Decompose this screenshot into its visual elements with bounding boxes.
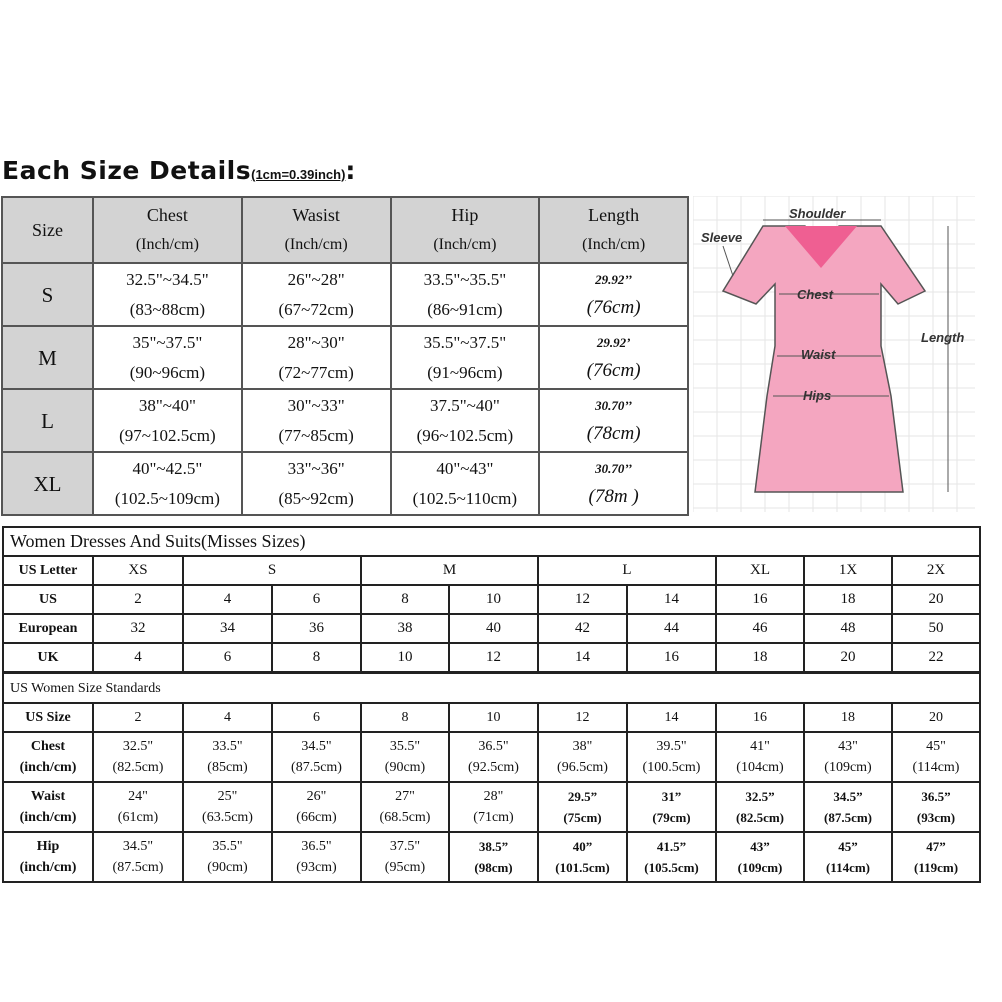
- chest-inch: 40"~42.5": [132, 458, 203, 478]
- cm-value: (114cm): [912, 760, 960, 775]
- length-cell: [539, 263, 688, 326]
- row-label: [3, 832, 93, 882]
- measure-cell: [361, 782, 449, 832]
- waist-inch: 33"~36": [287, 458, 345, 478]
- cm-value: (119cm): [913, 860, 959, 875]
- cm-value: (87.5cm): [823, 810, 872, 825]
- cm-value: (82.5cm): [112, 760, 164, 775]
- length-inch: 29.92’: [596, 334, 631, 350]
- measure-cell: [627, 732, 716, 782]
- inch-value: 25": [217, 789, 238, 804]
- header-length: [539, 197, 688, 263]
- header-waist-label: Wasist: [292, 205, 340, 225]
- waist-cm: (85~92cm): [278, 488, 354, 508]
- cm-value: (66cm): [296, 810, 337, 825]
- chest-row: [3, 732, 980, 782]
- dress-measurement-illustration: [693, 196, 975, 512]
- measure-cell: [892, 832, 980, 882]
- inch-value: 43”: [750, 839, 770, 854]
- title-colon: :: [345, 156, 356, 185]
- row-label: UK: [3, 643, 93, 672]
- us-size-row: [3, 703, 980, 732]
- inch-value: 31”: [661, 789, 682, 804]
- size-cell: 4: [183, 703, 272, 732]
- length-cell: [539, 326, 688, 389]
- size-cell: 8: [361, 703, 449, 732]
- measure-cell: [716, 732, 804, 782]
- letter-cell: 2X: [892, 556, 980, 585]
- label-waist: Waist: [801, 347, 836, 362]
- waist-inch: 30"~33": [287, 395, 345, 415]
- measure-cell: [272, 732, 361, 782]
- inch-value: 39.5": [656, 739, 687, 754]
- cm-value: (82.5cm): [735, 810, 784, 825]
- row-label-unit: (inch/cm): [19, 810, 77, 825]
- page-title: [2, 156, 355, 192]
- measure-cell: [183, 732, 272, 782]
- measure-cell: [892, 732, 980, 782]
- misses-sizes-table: [2, 526, 981, 673]
- inch-value: 36.5”: [921, 789, 951, 804]
- value-cell: 8: [272, 643, 361, 672]
- inch-value: 38.5”: [478, 839, 509, 854]
- inch-value: 35.5": [212, 839, 243, 854]
- chest-cm: (102.5~109cm): [114, 488, 220, 508]
- row-label-unit: (inch/cm): [19, 760, 77, 775]
- hip-cell: [391, 263, 540, 326]
- cm-value: (79cm): [652, 810, 691, 825]
- value-cell: 42: [538, 614, 627, 643]
- measure-cell: [538, 832, 627, 882]
- chest-cell: [93, 263, 242, 326]
- hip-inch: 37.5"~40": [429, 395, 500, 415]
- standards-title: US Women Size Standards: [3, 673, 980, 703]
- inch-value: 40”: [572, 839, 593, 854]
- cm-value: (61cm): [117, 810, 159, 825]
- chest-cell: [93, 452, 242, 515]
- measure-cell: [361, 832, 449, 882]
- inch-value: 45”: [838, 839, 858, 854]
- letter-cell: M: [361, 556, 538, 585]
- us-letter-row: [3, 556, 980, 585]
- waist-cell: [242, 452, 391, 515]
- size-label: L: [2, 389, 93, 452]
- waist-cm: (72~77cm): [278, 362, 354, 382]
- label-sleeve: Sleeve: [701, 230, 743, 245]
- value-cell: 38: [361, 614, 449, 643]
- cm-value: (98cm): [474, 860, 513, 875]
- hip-inch: 40"~43": [436, 458, 494, 478]
- length-cm: (76cm): [586, 359, 641, 381]
- value-cell: 50: [892, 614, 980, 643]
- header-hip: [391, 197, 540, 263]
- cm-value: (87.5cm): [112, 860, 164, 875]
- label-hips: Hips: [803, 388, 832, 403]
- misses-title: Women Dresses And Suits(Misses Sizes): [3, 527, 980, 556]
- hip-row: [3, 832, 980, 882]
- header-chest: [93, 197, 242, 263]
- row-label-name: Waist: [30, 789, 66, 804]
- us-row: [3, 585, 980, 614]
- size-row-m: [2, 326, 688, 389]
- size-label: M: [2, 326, 93, 389]
- value-cell: 40: [449, 614, 538, 643]
- inch-value: 37.5": [389, 839, 421, 854]
- length-cell: [539, 452, 688, 515]
- chest-inch: 35"~37.5": [132, 332, 203, 352]
- cm-value: (90cm): [384, 760, 426, 775]
- measure-cell: [183, 782, 272, 832]
- value-cell: 14: [627, 585, 716, 614]
- size-cell: 14: [627, 703, 716, 732]
- inch-value: 35.5": [389, 739, 421, 754]
- chest-inch: 38"~40": [138, 395, 196, 415]
- chest-cm: (90~96cm): [129, 362, 206, 382]
- header-chest-label: Chest: [146, 205, 188, 225]
- size-label: XL: [2, 452, 93, 515]
- waist-cell: [242, 389, 391, 452]
- letter-cell: S: [183, 556, 361, 585]
- cm-value: (85cm): [207, 760, 248, 775]
- header-size: [2, 197, 93, 263]
- waist-cell: [242, 263, 391, 326]
- row-label: US: [3, 585, 93, 614]
- inch-value: 27": [395, 789, 415, 804]
- inch-value: 34.5": [301, 739, 332, 754]
- hip-cm: (91~96cm): [427, 362, 503, 382]
- cm-value: (63.5cm): [202, 810, 253, 825]
- cm-value: (87.5cm): [291, 760, 342, 775]
- sleeve-measure-line: [723, 246, 733, 276]
- hip-cell: [391, 326, 540, 389]
- label-chest: Chest: [797, 287, 834, 302]
- measure-cell: [93, 732, 183, 782]
- waist-row: [3, 782, 980, 832]
- chest-cm: (83~88cm): [129, 299, 206, 319]
- hip-cm: (96~102.5cm): [416, 425, 514, 445]
- measure-cell: [449, 782, 538, 832]
- chest-inch: 32.5"~34.5": [126, 269, 209, 289]
- measure-cell: [272, 832, 361, 882]
- measure-cell: [449, 732, 538, 782]
- measure-cell: [449, 832, 538, 882]
- us-size-standards-table: [2, 672, 981, 883]
- header-waist-unit: (Inch/cm): [284, 236, 348, 253]
- cm-value: (95cm): [384, 860, 426, 875]
- value-cell: 44: [627, 614, 716, 643]
- row-label: US Letter: [3, 556, 93, 585]
- inch-value: 34.5": [122, 839, 154, 854]
- inch-value: 28": [483, 789, 504, 804]
- hip-inch: 33.5"~35.5": [423, 269, 507, 289]
- value-cell: 18: [716, 643, 804, 672]
- size-cell: 2: [93, 703, 183, 732]
- waist-cell: [242, 326, 391, 389]
- cm-value: (100.5cm): [642, 760, 701, 775]
- standards-title-row: [3, 673, 980, 703]
- cm-value: (90cm): [207, 860, 248, 875]
- value-cell: 6: [272, 585, 361, 614]
- cm-value: (104cm): [736, 760, 784, 775]
- hip-cm: (102.5~110cm): [412, 488, 518, 508]
- size-cell: 18: [804, 703, 892, 732]
- size-table-header-row: [2, 197, 688, 263]
- cm-value: (109cm): [824, 760, 872, 775]
- inch-value: 47”: [926, 839, 946, 854]
- waist-cm: (77~85cm): [278, 425, 354, 445]
- inch-value: 33.5": [212, 739, 243, 754]
- length-cm: (78cm): [586, 422, 641, 444]
- hip-cell: [391, 389, 540, 452]
- label-shoulder: Shoulder: [789, 206, 846, 221]
- cm-value: (114cm): [825, 860, 871, 875]
- waist-cm: (67~72cm): [278, 299, 354, 319]
- size-cell: 10: [449, 703, 538, 732]
- row-label: [3, 732, 93, 782]
- size-cell: 12: [538, 703, 627, 732]
- row-label-name: Hip: [36, 839, 60, 854]
- measure-cell: [627, 832, 716, 882]
- length-cell: [539, 389, 688, 452]
- chest-cell: [93, 326, 242, 389]
- header-chest-unit: (Inch/cm): [135, 236, 199, 253]
- header-size-label: Size: [32, 220, 63, 240]
- title-unit-note: (1cm=0.39inch): [251, 167, 346, 182]
- title-main: Each Size Details: [2, 156, 252, 185]
- inch-value: 41.5”: [656, 839, 687, 854]
- cm-value: (93cm): [296, 860, 337, 875]
- length-cm: (76cm): [586, 296, 641, 318]
- size-cell: 6: [272, 703, 361, 732]
- value-cell: 10: [361, 643, 449, 672]
- chest-cell: [93, 389, 242, 452]
- inch-value: 32.5”: [745, 789, 775, 804]
- header-hip-unit: (Inch/cm): [433, 236, 497, 253]
- hip-cell: [391, 452, 540, 515]
- letter-cell: XL: [716, 556, 804, 585]
- value-cell: 46: [716, 614, 804, 643]
- inch-value: 38": [572, 739, 593, 754]
- value-cell: 16: [627, 643, 716, 672]
- size-details-table: [1, 196, 689, 516]
- measure-cell: [538, 732, 627, 782]
- letter-cell: 1X: [804, 556, 892, 585]
- cm-value: (92.5cm): [468, 760, 519, 775]
- size-row-s: [2, 263, 688, 326]
- value-cell: 48: [804, 614, 892, 643]
- inch-value: 41": [750, 739, 770, 754]
- value-cell: 22: [892, 643, 980, 672]
- value-cell: 12: [538, 585, 627, 614]
- length-inch: 29.92’’: [595, 271, 633, 287]
- value-cell: 20: [892, 585, 980, 614]
- value-cell: 6: [183, 643, 272, 672]
- header-waist: [242, 197, 391, 263]
- inch-value: 36.5": [478, 739, 509, 754]
- row-label: [3, 782, 93, 832]
- waist-inch: 26"~28": [287, 269, 345, 289]
- row-label: European: [3, 614, 93, 643]
- hip-inch: 35.5"~37.5": [423, 332, 507, 352]
- inch-value: 32.5": [122, 739, 154, 754]
- inch-value: 36.5": [301, 839, 332, 854]
- value-cell: 4: [93, 643, 183, 672]
- row-label: US Size: [3, 703, 93, 732]
- inch-value: 34.5”: [833, 789, 863, 804]
- inch-value: 43": [838, 739, 858, 754]
- measure-cell: [272, 782, 361, 832]
- header-length-label: Length: [588, 205, 640, 225]
- cm-value: (75cm): [563, 810, 602, 825]
- value-cell: 18: [804, 585, 892, 614]
- value-cell: 8: [361, 585, 449, 614]
- size-label: S: [2, 263, 93, 326]
- size-cell: 20: [892, 703, 980, 732]
- length-cm: (78m ): [588, 485, 639, 507]
- value-cell: 16: [716, 585, 804, 614]
- measure-cell: [538, 782, 627, 832]
- letter-cell: L: [538, 556, 716, 585]
- inch-value: 24": [128, 789, 148, 804]
- size-row-l: [2, 389, 688, 452]
- row-label-name: Chest: [30, 739, 66, 754]
- cm-value: (93cm): [916, 810, 956, 825]
- measure-cell: [804, 782, 892, 832]
- hip-cm: (86~91cm): [427, 299, 503, 319]
- header-hip-label: Hip: [451, 205, 479, 225]
- value-cell: 2: [93, 585, 183, 614]
- value-cell: 4: [183, 585, 272, 614]
- value-cell: 36: [272, 614, 361, 643]
- value-cell: 14: [538, 643, 627, 672]
- misses-title-row: [3, 527, 980, 556]
- inch-value: 29.5”: [567, 789, 598, 804]
- row-label-unit: (inch/cm): [19, 860, 77, 875]
- inch-value: 45": [926, 739, 946, 754]
- letter-cell: XS: [93, 556, 183, 585]
- value-cell: 20: [804, 643, 892, 672]
- measure-cell: [716, 782, 804, 832]
- length-inch: 30.70’’: [595, 460, 633, 476]
- cm-value: (96.5cm): [557, 760, 608, 775]
- cm-value: (101.5cm): [555, 860, 610, 875]
- label-length: Length: [921, 330, 965, 345]
- measure-cell: [892, 782, 980, 832]
- european-row: [3, 614, 980, 643]
- measure-cell: [804, 832, 892, 882]
- waist-inch: 28"~30": [287, 332, 345, 352]
- value-cell: 12: [449, 643, 538, 672]
- value-cell: 10: [449, 585, 538, 614]
- measure-cell: [361, 732, 449, 782]
- measure-cell: [183, 832, 272, 882]
- inch-value: 26": [306, 789, 327, 804]
- measure-cell: [93, 832, 183, 882]
- cm-value: (105.5cm): [644, 860, 699, 875]
- length-inch: 30.70’’: [595, 397, 633, 413]
- header-length-unit: (Inch/cm): [582, 236, 646, 253]
- measure-cell: [93, 782, 183, 832]
- value-cell: 32: [93, 614, 183, 643]
- size-cell: 16: [716, 703, 804, 732]
- size-row-xl: [2, 452, 688, 515]
- cm-value: (109cm): [737, 860, 783, 875]
- uk-row: [3, 643, 980, 672]
- measure-cell: [716, 832, 804, 882]
- measure-cell: [804, 732, 892, 782]
- cm-value: (71cm): [473, 810, 514, 825]
- cm-value: (68.5cm): [379, 810, 431, 825]
- value-cell: 34: [183, 614, 272, 643]
- measure-cell: [627, 782, 716, 832]
- chest-cm: (97~102.5cm): [119, 425, 216, 445]
